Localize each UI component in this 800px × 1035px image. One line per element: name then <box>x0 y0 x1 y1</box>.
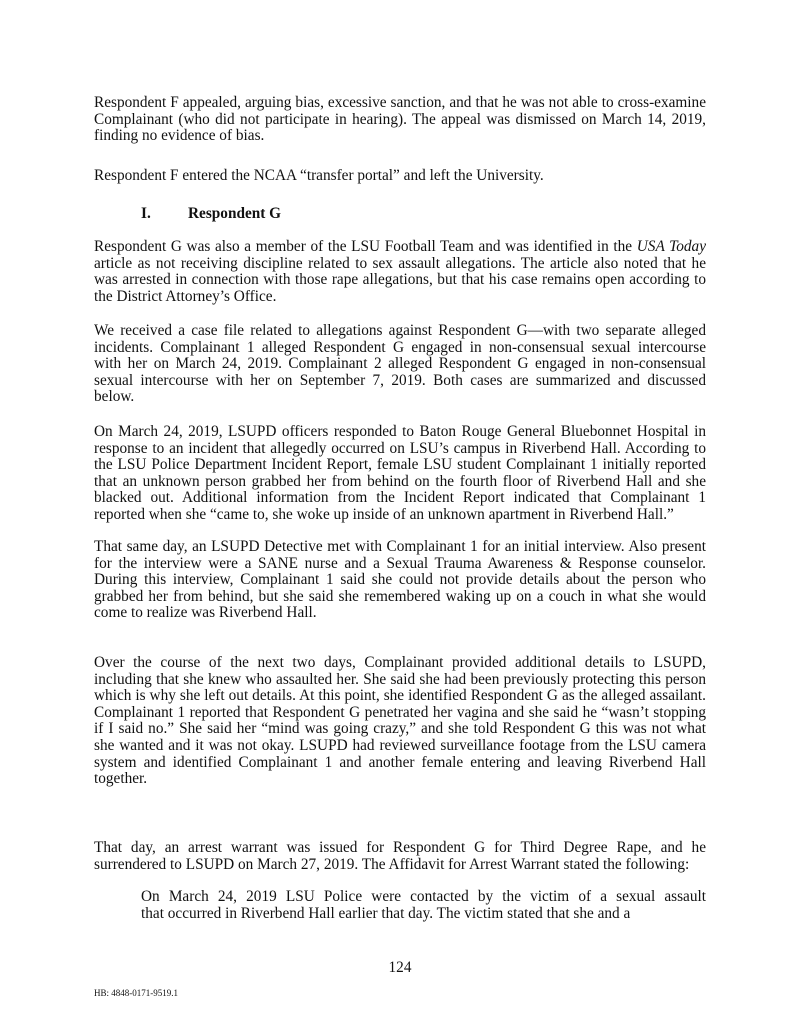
text-line: grabbed her from behind, but she said she remembered waking up on a couch in what she would <box>94 588 706 605</box>
text-line: which is why she left out details. At this point, she identified Respondent G as the alleged assailant. <box>94 688 706 705</box>
text-line: for the interview were a SANE nurse and a Sexual Trauma Awareness & Response counselor. <box>94 555 706 572</box>
text-line: including that she knew who assaulted her. She said she had been previously protecting this person <box>94 671 706 688</box>
paragraph <box>94 239 706 305</box>
text-line: On March 24, 2019, LSUPD officers responded to Baton Rouge General Bluebonnet Hospital in <box>94 424 706 440</box>
text-line: was arrested in connection with those rape allegations, but that his case remains open according to <box>94 272 706 289</box>
text-line: finding no evidence of bias. <box>94 127 265 145</box>
text-line: response to an incident that allegedly occurred on LSU’s campus in Riverbend Hall. According to <box>94 440 706 457</box>
page-number: 124 <box>388 959 412 976</box>
paragraph <box>94 539 706 622</box>
text-line: Respondent G was also a member of the LSU Football Team and was identified in the USA Today <box>94 239 706 255</box>
text-line: That day, an arrest warrant was issued for Respondent G for Third Degree Rape, and he <box>94 840 706 856</box>
text-line: come to realize was Riverbend Hall. <box>94 604 317 622</box>
paragraph <box>94 424 706 524</box>
section-title: Respondent G <box>188 205 282 222</box>
text-line: the LSU Police Department Incident Report, female LSU student Complainant 1 initially reported <box>94 457 706 474</box>
text-line: Complainant 1 reported that Respondent G penetrated her vagina and she said he “wasn’t stopping <box>94 704 706 721</box>
text-line: Over the course of the next two days, Complainant provided additional details to LSUPD, <box>94 655 706 671</box>
text-line: together. <box>94 770 148 788</box>
text-line: surrendered to LSUPD on March 27, 2019. The Affidavit for Arrest Warrant stated the following: <box>94 855 690 873</box>
document-id-footer: HB: 4848-0171-9519.1 <box>94 988 178 998</box>
text-line: if I said no.” She said her “mind was going crazy,” and she told Respondent G this was not what <box>94 721 706 738</box>
section-heading <box>141 205 281 223</box>
text-line: incidents. Complainant 1 alleged Respondent G engaged in non-consensual sexual intercourse <box>94 339 706 356</box>
text-line: the District Attorney’s Office. <box>94 287 277 305</box>
paragraph <box>94 168 706 185</box>
block-quote <box>141 889 706 922</box>
text-line: Respondent F entered the NCAA “transfer portal” and left the University. <box>94 167 544 184</box>
paragraph <box>94 323 706 406</box>
paragraph <box>94 95 706 145</box>
text-line: with her on March 24, 2019. Complainant 2 alleged Respondent G engaged in non-consensual <box>94 356 706 373</box>
text-line: reported when she “came to, she woke up inside of an unknown apartment in Riverbend Hall.” <box>94 505 674 523</box>
text-line: Respondent F appealed, arguing bias, excessive sanction, and that he was not able to cross-examine <box>94 95 706 111</box>
text-line: below. <box>94 388 135 406</box>
paragraph <box>94 655 706 788</box>
text-line: We received a case file related to allegations against Respondent G—with two separate alleged <box>94 323 706 339</box>
text-line: During this interview, Complainant 1 said she could not provide details about the person who <box>94 572 706 589</box>
text-line: that occurred in Riverbend Hall earlier that day. The victim stated that she and a <box>141 904 631 922</box>
text-line: Complainant (who did not participate in hearing). The appeal was dismissed on March 14, 2019, <box>94 111 706 128</box>
text-line: article as not receiving discipline related to sex assault allegations. The article also noted that he <box>94 255 706 272</box>
text-line: she wanted and it was not okay. LSUPD had reviewed surveillance footage from the LSU camera <box>94 737 706 754</box>
text-line: system and identified Complainant 1 and another female entering and leaving Riverbend Hall <box>94 754 706 771</box>
paragraph <box>94 840 706 873</box>
text-line: On March 24, 2019 LSU Police were contacted by the victim of a sexual assault <box>141 889 706 905</box>
section-number: I. <box>141 205 151 222</box>
text-line: that an unknown person grabbed her from behind on the fourth floor of Riverbend Hall and she <box>94 473 706 490</box>
text-line: blacked out. Additional information from the Incident Report indicated that Complainant 1 <box>94 490 706 507</box>
text-line: sexual intercourse with her on September 7, 2019. Both cases are summarized and discussed <box>94 372 706 389</box>
text-line: That same day, an LSUPD Detective met with Complainant 1 for an initial interview. Also present <box>94 539 706 555</box>
publication-name: USA Today <box>636 239 706 255</box>
